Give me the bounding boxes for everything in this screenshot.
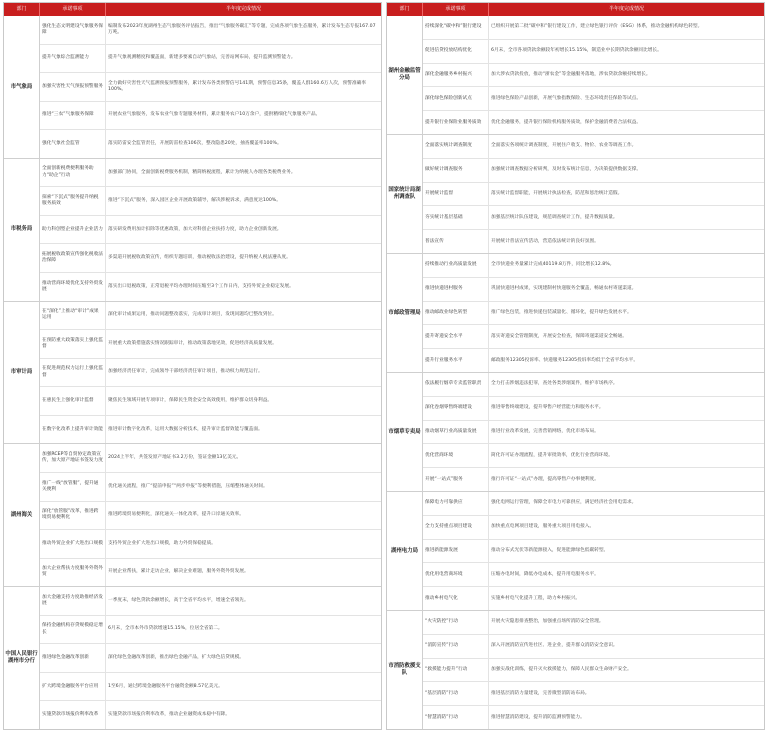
commitment-item: 在“深化”上推动“审计”成果运用 xyxy=(40,302,106,330)
header-dept: 部门 xyxy=(387,3,423,16)
table-row xyxy=(40,386,381,415)
progress-description: 编制发布2023年度湖州生态气象服务评估报告，推出“气象服务碳汇”等专题，完成各项气象生态服务，累计发布生态专报167.07万吨。 xyxy=(108,23,376,35)
table-row xyxy=(423,681,764,705)
dept-section xyxy=(387,610,764,729)
commitment-item: 依法履行烟草专卖监管职责 xyxy=(423,373,489,396)
progress-description: 开展企业帮扶，累计走访企业，解决企业难题，服务外资外贸发展。 xyxy=(108,569,249,575)
table-row xyxy=(40,72,381,101)
commitment-item: 推动乡村电气化 xyxy=(423,587,489,610)
progress-description: 实施乡村电气化提升工程，助力乡村振兴。 xyxy=(491,595,581,601)
dept-section xyxy=(4,158,381,301)
progress-description: 推动分布式光伏等新能源接入，促进能源绿色低碳转型。 xyxy=(491,547,609,553)
commitment-item: 普法宣传 xyxy=(423,230,489,253)
commitment-item: 提升行业服务水平 xyxy=(423,349,489,372)
progress-description: 全力打击涉烟违法犯罪，查处各类涉烟案件，维护市场秩序。 xyxy=(491,381,618,387)
dept-name: 市税务局 xyxy=(4,159,40,301)
header-item: 承诺事项 xyxy=(40,3,106,16)
table-row xyxy=(423,205,764,229)
table-row xyxy=(423,420,764,444)
commitment-item: 提升气象综合监测能力 xyxy=(40,45,106,73)
commitment-item: 保障电力可靠供应 xyxy=(423,492,489,515)
commitment-item: 推动外贸企业扩大进出口规模 xyxy=(40,530,106,558)
table-row xyxy=(40,16,381,44)
progress-description: 优化金融服务，提升银行保险机构服务质效，保护金融消费者合法权益。 xyxy=(491,119,642,125)
progress-description: 推进审计数字化改革，运用大数据分析技术，提升审计监督效能与覆盖面。 xyxy=(108,426,263,432)
table-row xyxy=(423,705,764,729)
progress-description: 推进行业改革发展，完善营销网络，优化市场布局。 xyxy=(491,428,599,434)
dept-rows xyxy=(423,16,764,134)
table-row xyxy=(423,492,764,515)
commitment-item: 推进新能源发展 xyxy=(423,540,489,563)
header-desc: 半年度完成情况 xyxy=(225,6,261,12)
dept-section xyxy=(4,301,381,444)
table-row xyxy=(40,129,381,158)
table-row xyxy=(423,611,764,634)
dept-rows xyxy=(423,492,764,610)
table-row xyxy=(40,501,381,530)
table-row xyxy=(423,586,764,610)
commitment-item: 拓展税收政策宣传强化税收法治保障 xyxy=(40,244,106,272)
commitment-item: 深化“放管服”改革，推进跨境贸易便利化 xyxy=(40,502,106,530)
table-row xyxy=(40,672,381,701)
right-column xyxy=(386,2,765,730)
right-sections xyxy=(387,16,764,729)
progress-description: 推进零售终端建设，提升零售户经营能力和服务水平。 xyxy=(491,405,604,411)
dept-section xyxy=(387,134,764,253)
commitment-item: 深化卷烟零售终端建设 xyxy=(423,397,489,420)
table-row xyxy=(40,215,381,244)
table-row xyxy=(423,135,764,158)
header-desc: 半年度完成情况 xyxy=(608,6,644,12)
progress-description: 开展重大政策措施落实情况跟踪审计，推动政策落地见效，促进经济高质量发展。 xyxy=(108,340,277,346)
header-item: 承诺事项 xyxy=(423,3,489,16)
progress-description: 推进基层消防力量建设，完善微型消防站布局。 xyxy=(491,690,590,696)
commitment-item: 全力支持重点项目建设 xyxy=(423,516,489,539)
commitment-item: 强化生态文明建设气象服务保障 xyxy=(40,16,106,44)
commitment-item: 持续深化“碳中和”银行建设 xyxy=(423,16,489,39)
commitment-item: 保持金融机构存贷规模稳定增长 xyxy=(40,616,106,644)
table-row xyxy=(40,444,381,472)
table-row xyxy=(40,44,381,73)
dept-name: 湖州电力局 xyxy=(387,492,423,610)
commitment-item: 在促进规范权力运行上强化监督 xyxy=(40,359,106,387)
progress-description: 开展农业气象服务，发布农业气象专题服务材料，累计服务农户10万余户，提供精细化气象服务产品。 xyxy=(108,112,321,118)
table-row xyxy=(423,182,764,206)
progress-description: 全市快递业务量累计完成40119.8万件，同比增长12.8%。 xyxy=(491,262,615,268)
table-row xyxy=(423,515,764,539)
progress-description: 推进“下沉式”服务，深入园区企业开展政策辅导，解决涉税诉求，满意度达100%。 xyxy=(108,198,281,204)
commitment-item: 推广一线“放管服”，提升通关便利 xyxy=(40,473,106,501)
dept-rows xyxy=(40,302,381,444)
table-row xyxy=(423,396,764,420)
commitment-item: 优化用电营商环境 xyxy=(423,563,489,586)
commitment-item: 全面落实统计调查制度 xyxy=(423,135,489,158)
commitment-item: 扩大跨境金融服务平台应用 xyxy=(40,673,106,701)
dept-rows xyxy=(40,444,381,586)
dept-section xyxy=(4,586,381,729)
table-row xyxy=(40,186,381,215)
table-row xyxy=(423,39,764,63)
commitment-item: 在惠民生上强化审计监督 xyxy=(40,387,106,415)
commitment-item: “消防宣传”行动 xyxy=(423,635,489,658)
commitment-item: 实施贷款市场报价利率改革 xyxy=(40,701,106,729)
table-row xyxy=(423,539,764,563)
dept-section xyxy=(387,16,764,134)
progress-description: 落实防雷安全监管责任，开展防雷检查106次，整改隐患20处，抽查覆盖率100%。 xyxy=(108,140,282,146)
progress-description: 巩固快递进村成果，实现建制村快递服务全覆盖，畅通农村寄递渠道。 xyxy=(491,286,637,292)
commitment-item: 推进绿色金融改革创新 xyxy=(40,644,106,672)
table-row xyxy=(423,467,764,491)
commitment-item: 推动营商环境优化支持外贸发展 xyxy=(40,273,106,301)
progress-description: 聚焦民生领域开展专项审计，保障民生资金安全高效使用，维护群众切身利益。 xyxy=(108,398,273,403)
table-row xyxy=(40,302,381,330)
progress-description: 加强部门协同，全面创新税费服务机制，精简纳税流程，累计为纳税人办理各类税费业务。 xyxy=(108,169,296,175)
commitment-item: 强化气象社会监管 xyxy=(40,130,106,158)
table-row xyxy=(423,110,764,134)
table-row xyxy=(423,562,764,586)
dept-name: 湖州海关 xyxy=(4,444,40,586)
commitment-item: 推动烟草行业高质量发展 xyxy=(423,421,489,444)
dept-name: 国家统计局湖州调查队 xyxy=(387,135,423,253)
table-row xyxy=(423,158,764,182)
commitment-item: “基层消防”行动 xyxy=(423,682,489,705)
table-row xyxy=(423,443,764,467)
commitment-item: 助力科创型企业提升企业活力 xyxy=(40,216,106,244)
table-row xyxy=(423,86,764,110)
progress-description: 多渠道开展税收政策宣传，组织专题培训，推动税收法治建设，提升纳税人税法遵从度。 xyxy=(108,255,291,261)
table-row xyxy=(40,558,381,587)
progress-description: 开展统计普法宣传活动，营造依法统计的良好氛围。 xyxy=(491,238,599,244)
progress-description: 推进智慧消防建设，提升消防监测预警能力。 xyxy=(491,714,585,720)
commitment-item: 加大企业帮扶力度服务外资外贸 xyxy=(40,559,106,587)
table-row xyxy=(40,615,381,644)
table-row xyxy=(40,529,381,558)
table-row xyxy=(40,415,381,444)
progress-description: 加强统计调查数据分析研判，及时发布统计信息，为决策提供数据支撑。 xyxy=(491,167,642,173)
progress-description: 落实出口退税政策，正常退税平均办理时间压缩至3个工作日内，支持外贸企业稳定发展。 xyxy=(108,283,294,289)
dept-rows xyxy=(423,135,764,253)
progress-description: 6月末，全市各项贷款余额较年初增长15.15%，制造业中长期贷款余额同比增长。 xyxy=(491,48,662,54)
commitment-item: 深化金融服务乡村振兴 xyxy=(423,64,489,87)
progress-description: 加大涉农贷款投放，推动“浙农金”等金融服务落地，涉农贷款余额持续增长。 xyxy=(491,71,651,77)
progress-description: 推广绿色包装，推进快递包装减量化、循环化，提升绿色发展水平。 xyxy=(491,309,632,315)
dept-name: 湖州金融监管分局 xyxy=(387,16,423,134)
commitment-item: 深化绿色保险创新试点 xyxy=(423,87,489,110)
header-dept: 部门 xyxy=(4,3,40,16)
progress-description: 深入开展消防宣传进社区、进企业，提升群众消防安全意识。 xyxy=(491,643,618,649)
table-row xyxy=(40,643,381,672)
commitment-item: 在预防重大政策落实上强化监督 xyxy=(40,330,106,358)
table-row xyxy=(40,329,381,358)
progress-description: 一季度末，绿色贷款余额增长，高于全省平均水平，增速全省领先。 xyxy=(108,597,249,603)
commitment-item: 夯实统计基层基础 xyxy=(423,206,489,229)
table-row xyxy=(40,243,381,272)
progress-description: 加快重点电网项目建设，服务重大项目用电接入。 xyxy=(491,524,595,530)
progress-description: 推进绿色保险产品创新，开展气象指数保险、生态环境责任保险等试点。 xyxy=(491,95,642,101)
progress-description: 落实统计监督职能，开展统计执法检查，防范和惩治统计造假。 xyxy=(491,190,623,196)
dept-rows xyxy=(423,254,764,372)
progress-description: 提升气象观测精度和覆盖面，新建多要素自动气象站，完善站网布局，提升监测预警能力。 xyxy=(108,55,296,61)
left-table-header xyxy=(4,3,381,16)
dept-section xyxy=(387,372,764,491)
progress-description: 加强基层统计队伍建设，规范调查统计工作，提升数据质量。 xyxy=(491,214,618,220)
table-row xyxy=(40,358,381,387)
dept-name: 中国人民银行湖州市分行 xyxy=(4,587,40,729)
table-row xyxy=(423,348,764,372)
commitment-item: 加强RCEP等自贸协定政策宣传，加大原产地证书签发力度 xyxy=(40,444,106,472)
left-sections xyxy=(4,16,381,729)
dept-name: 市烟草专卖局 xyxy=(387,373,423,491)
commitment-item: 全面创新税费便利服务助力“助企”行动 xyxy=(40,159,106,187)
commitment-item: 推进快递进村服务 xyxy=(423,278,489,301)
progress-description: 落实研发费用加计扣除等优惠政策，加大对科创企业扶持力度，助力企业创新发展。 xyxy=(108,226,282,232)
progress-description: 加强经济责任审计，完成领导干部经济责任审计项目，推动权力规范运行。 xyxy=(108,369,263,375)
table-row xyxy=(423,16,764,39)
commitment-item: “智慧消防”行动 xyxy=(423,706,489,729)
table-row xyxy=(40,101,381,130)
progress-description: 2024上半年，共签发原产地证书3.2万份，签证金额13亿美元。 xyxy=(108,455,242,461)
dept-rows xyxy=(40,159,381,301)
table-row xyxy=(423,658,764,682)
progress-description: 深化绿色金融改革创新，推出绿色金融产品，扩大绿色信贷规模。 xyxy=(108,655,244,661)
progress-description: 6月末，全市本外币贷款增速15.15%，位居全省第二。 xyxy=(108,626,223,632)
dept-name: 市审计局 xyxy=(4,302,40,444)
progress-description: 全力做好灾害性天气监测预报预警服务，累计发布各类预警信号141期，预警信息35条，覆盖人群160.6万人次，预警准确率100%。 xyxy=(108,80,367,92)
commitment-item: 推进“三农”气象服务保障 xyxy=(40,102,106,130)
progress-description: 压缩办电时间，降低办电成本，提升用电服务水平。 xyxy=(491,571,599,577)
progress-description: 开展火灾隐患排查整治，加强重点场所消防安全管理。 xyxy=(491,619,604,625)
commitment-item: 优化营商环境 xyxy=(423,444,489,467)
commitment-item: 提升寄递安全水平 xyxy=(423,325,489,348)
commitment-item: 推动邮政业绿色转型 xyxy=(423,302,489,325)
progress-description: 优化通关流程，推广“提前申报”“两步申报”等便利措施，压缩整体通关时间。 xyxy=(108,483,268,489)
progress-description: 1至6月，通过跨境金融服务平台融资金额8.57亿美元。 xyxy=(108,683,223,689)
progress-description: 推行许可证“一站式”办理，提高零售户办事便利度。 xyxy=(491,476,599,482)
commitment-item: 促进信贷投放结构优化 xyxy=(423,40,489,63)
commitment-item: 探索“下沉式”服务提升纳税服务质效 xyxy=(40,187,106,215)
table-row xyxy=(423,324,764,348)
dept-rows xyxy=(40,587,381,729)
commitment-item: “救援能力提升”行动 xyxy=(423,659,489,682)
dept-name: 市邮政管理局 xyxy=(387,254,423,372)
left-column xyxy=(3,2,382,730)
right-table-header xyxy=(387,3,764,16)
progress-description: 实施贷款市场报价利率改革，推动企业融资成本稳中有降。 xyxy=(108,712,230,718)
dept-section xyxy=(4,443,381,586)
table-row xyxy=(40,700,381,729)
table-row xyxy=(40,272,381,301)
commitment-item: 在数字化改革上提升审计效能 xyxy=(40,416,106,444)
table-row xyxy=(423,301,764,325)
progress-description: 深化审计成果运用，推动问题整改落实，完成审计项目，发现问题均已整改到位。 xyxy=(108,312,277,318)
dept-rows xyxy=(423,611,764,729)
table-row xyxy=(423,277,764,301)
commitment-item: 开展“一站式”服务 xyxy=(423,468,489,491)
dept-name: 市气象局 xyxy=(4,16,40,158)
commitment-item: 加强灾害性天气预报预警服务 xyxy=(40,73,106,101)
progress-description: 已组织开展第二批“碳中和”银行建设工作，建立绿色银行评价（ESG）体系，推动金融机构绿色转型。 xyxy=(491,24,703,30)
dept-section xyxy=(4,16,381,158)
commitment-item: 开展统计监督 xyxy=(423,183,489,206)
table-row xyxy=(423,373,764,396)
dept-section xyxy=(387,253,764,372)
progress-description: 强化电网运行管理，保障全市电力可靠供应，满足经济社会用电需求。 xyxy=(491,500,637,506)
progress-description: 全面落实各项统计调查制度，开展住户收支、物价、农业等调查工作。 xyxy=(491,143,637,149)
progress-description: 支持外贸企业扩大进出口规模，助力外贸保稳提质。 xyxy=(108,540,216,546)
table-row xyxy=(423,63,764,87)
table-row xyxy=(40,159,381,187)
table-row xyxy=(423,634,764,658)
table-row xyxy=(40,472,381,501)
dept-rows xyxy=(40,16,381,158)
progress-description: 邮政服务12305投诉率、快递服务12305投诉率均低于全省平均水平。 xyxy=(491,357,639,363)
progress-description: 简化许可证办理流程，提升审批效率，优化行业营商环境。 xyxy=(491,452,613,458)
progress-description: 加强实战化训练，提升灭火救援能力，保障人民群众生命财产安全。 xyxy=(491,666,632,672)
commitment-item: “火灾防控”行动 xyxy=(423,611,489,634)
table-row xyxy=(423,229,764,253)
dept-section xyxy=(387,491,764,610)
table-row xyxy=(40,587,381,615)
commitment-item: 持续推动行业高质量发展 xyxy=(423,254,489,277)
progress-description: 落实寄递安全管理制度，开展安全检查，保障寄递渠道安全畅通。 xyxy=(491,333,627,339)
commitment-item: 加大金融支持力度助推经济发展 xyxy=(40,587,106,615)
table-row xyxy=(423,254,764,277)
dept-name: 市消防救援支队 xyxy=(387,611,423,729)
commitment-item: 做好统计调查服务 xyxy=(423,159,489,182)
progress-description: 推进跨境贸易便利化，深化通关一体化改革，提升口岸通关效率。 xyxy=(108,512,244,518)
commitment-item: 提升银行业保险业服务质效 xyxy=(423,111,489,134)
dept-rows xyxy=(423,373,764,491)
